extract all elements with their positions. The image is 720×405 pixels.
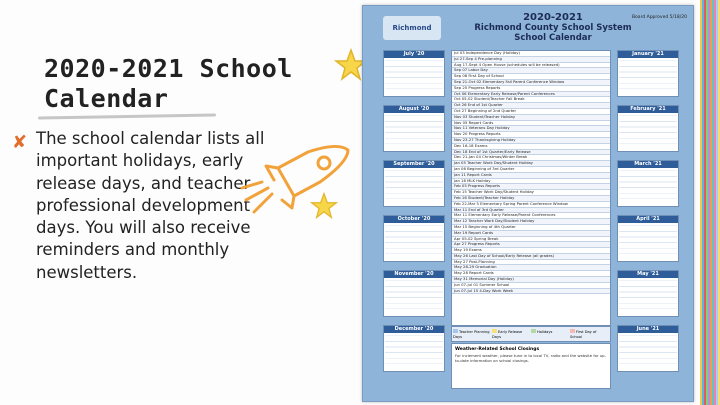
title-underline [38, 113, 216, 119]
legend-label: Early Release Days [492, 330, 523, 339]
legend-swatch [570, 329, 575, 333]
rocket-doodle-icon [238, 130, 358, 220]
event-row: Mar 12 Teacher Work Day/Student Holiday [452, 219, 610, 225]
event-row: Nov 20 Progress Reports [452, 132, 610, 138]
slide-title [44, 54, 344, 114]
month-title: July '20 [384, 51, 444, 58]
calendar-legend [451, 326, 611, 342]
event-row: Oct 06 Elementary Early Release/Parent Conferences [452, 92, 610, 98]
event-row: Mar 19 Report Cards [452, 231, 610, 237]
event-row: Feb 05 Progress Reports [452, 184, 610, 190]
event-row: Feb 16 Student/Teacher Holiday [452, 196, 610, 202]
legend-swatch [492, 329, 497, 333]
event-row: Sep 25 Progress Reports [452, 86, 610, 92]
event-row: Jul 27-Sep 4 Pre-planning [452, 57, 610, 63]
month-calendar [617, 270, 679, 317]
event-row: Nov 05 Report Cards [452, 121, 610, 127]
legend-item [570, 329, 607, 339]
month-title: April '21 [618, 216, 678, 223]
month-title: December '20 [384, 326, 444, 333]
event-row: Feb 22-Mar 5 Elementary Spring Parent Conference Window [452, 202, 610, 208]
month-title: August '20 [384, 106, 444, 113]
title-line-2: Calendar [44, 84, 169, 113]
event-row: Jan 06 Beginning of 3rd Quarter [452, 167, 610, 173]
calendar-title-year: 2020-2021 [523, 12, 583, 23]
title-line-1: 2020-2021 School [44, 54, 293, 83]
event-row: Dec 16-18 Exams [452, 144, 610, 150]
month-title: March '21 [618, 161, 678, 168]
event-row: May 19 Exams [452, 248, 610, 254]
event-row: Mar 11 Elementary Early Release/Parent Conferences [452, 213, 610, 219]
event-row: Mar 11 End of 3rd Quarter [452, 208, 610, 214]
event-row: Oct 05-02 Student/Teacher Fall Break [452, 97, 610, 103]
month-calendar [617, 50, 679, 97]
event-row: Jan 11 Report Cards [452, 173, 610, 179]
event-row: May 28 Report Cards [452, 271, 610, 277]
event-row: May 27 Post-Planning [452, 260, 610, 266]
legend-label: Teacher Planning Days [453, 330, 490, 339]
star-doodle-icon [310, 192, 338, 220]
notes-title: Weather-Related School Closings [455, 347, 540, 352]
school-calendar-image [362, 5, 694, 402]
decorative-stripes [700, 0, 720, 405]
legend-label: First Day of School [570, 330, 597, 339]
event-row: Sep 07 Labor Day [452, 68, 610, 74]
month-calendar [617, 160, 679, 207]
legend-item [453, 329, 490, 339]
event-row: May 28-29 Graduation [452, 265, 610, 271]
calendar-header [363, 6, 693, 46]
month-title: February '21 [618, 106, 678, 113]
month-title: May '21 [618, 271, 678, 278]
event-row: Nov 03 Student/Teacher Holiday [452, 115, 610, 121]
event-row: May 31 Memorial Day (Holiday) [452, 277, 610, 283]
event-row: Dec 21-Jan 04 Christmas/Winter Break [452, 155, 610, 161]
month-calendar [383, 50, 445, 97]
event-row: Jun 07-Jul 15 4-Day Work Week [452, 289, 610, 295]
event-row: May 26 Last Day of School/Early Release (all grades) [452, 254, 610, 260]
notes-text: For inclement weather, please tune in to local TV, radio and the website for up-to-date information on school closings. [455, 353, 606, 363]
month-calendar [383, 270, 445, 317]
event-row: Apr 05-02 Spring Break [452, 237, 610, 243]
event-row: Mar 15 Beginning of 4th Quarter [452, 225, 610, 231]
event-row: Feb 15 Teacher Work Day/Student Holiday [452, 190, 610, 196]
month-calendar [617, 215, 679, 262]
legend-label: Holidays [537, 330, 553, 334]
event-row: Nov 23-27 Thanksgiving Holiday [452, 138, 610, 144]
approved-date: Board Approved 5/18/20 [631, 15, 687, 20]
bullet-x-icon: ✘ [12, 132, 28, 153]
calendar-title-district: Richmond County School System [474, 23, 632, 33]
event-row: Jan 18 MLK Holiday [452, 179, 610, 185]
legend-swatch [531, 329, 536, 333]
month-calendar [383, 325, 445, 372]
event-row: Dec 18 End of 1st Quarter/Early Release [452, 150, 610, 156]
event-row: Aug 17-Sept 4 Open House (schedules will be released) [452, 63, 610, 69]
legend-swatch [453, 329, 458, 333]
event-row: Sep 21-Oct 02 Elementary Fall Parent Conference Window [452, 80, 610, 86]
event-row: Oct 27 Beginning of 2nd Quarter [452, 109, 610, 115]
month-title: November '20 [384, 271, 444, 278]
event-row: Apr 27 Progress Reports [452, 242, 610, 248]
calendar-title-subtitle: School Calendar [514, 33, 592, 43]
month-calendar [383, 215, 445, 262]
legend-item [492, 329, 529, 339]
event-row: Jan 05 Teacher Work Day/Student Holiday [452, 161, 610, 167]
event-row: Sep 08 First Day of School [452, 74, 610, 80]
event-row: Jul 03 Independence Day (Holiday) [452, 51, 610, 57]
month-title: September '20 [384, 161, 444, 168]
event-row: Jun 07-Jul 01 Summer School [452, 283, 610, 289]
legend-item [531, 329, 568, 335]
month-calendar [617, 105, 679, 152]
bullet-text: The school calendar lists all important holidays, early release days, and teacher professional development days. You will also receive reminders and monthly newsletters. [36, 129, 265, 282]
month-calendar [383, 160, 445, 207]
month-title: January '21 [618, 51, 678, 58]
district-logo: Richmond [383, 16, 441, 40]
calendar-title [473, 13, 633, 43]
events-list [451, 50, 611, 326]
month-calendar [617, 325, 679, 372]
weather-notes [451, 343, 611, 389]
month-title: June '21 [618, 326, 678, 333]
event-row: Nov 11 Veterans Day Holiday [452, 126, 610, 132]
month-title: October '20 [384, 216, 444, 223]
event-row: Oct 26 End of 1st Quarter [452, 103, 610, 109]
month-calendar [383, 105, 445, 152]
